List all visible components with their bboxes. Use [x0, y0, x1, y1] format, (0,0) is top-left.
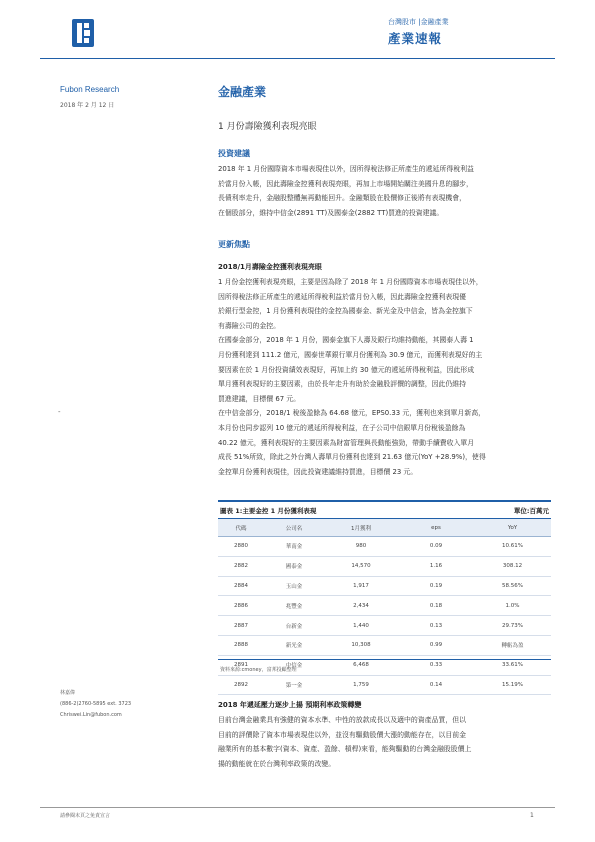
table-header-row [218, 519, 551, 537]
table-cell: 1.16 [398, 556, 474, 576]
text-line: 金控單月份獲利表現佳，因此投資建議維持買進，目標價 23 元。 [218, 467, 418, 476]
table-title: 圖表 1:主要金控 1 月份獲利表現 [220, 507, 317, 515]
table-cell: 58.56% [474, 576, 551, 596]
table-cell: 0.18 [398, 596, 474, 616]
subheading-1: 2018/1月壽險金控獲利表現亮眼 [218, 263, 322, 271]
text-line: 揚的動能就在於台灣利率政策的改變。 [218, 759, 336, 768]
text-line: 在個股部分，維持中信金(2891 TT)及國泰金(2882 TT)買進的投資建議。 [218, 208, 444, 217]
table-cell: 華南金 [264, 537, 324, 557]
table-cell: 29.73% [474, 616, 551, 636]
table-cell: 308.12 [474, 556, 551, 576]
table-cell: 2882 [218, 556, 264, 576]
report-headline: 1 月份壽險獲利表現亮眼 [218, 122, 317, 132]
table-cell: 2886 [218, 596, 264, 616]
text-line: 成長 51%所致，除此之外台灣人壽單月份獲利也達到 21.63 億元(YoY +28.9%)，使得 [218, 453, 486, 462]
table-cell: 中信金 [264, 655, 324, 675]
table-cell: 2887 [218, 616, 264, 636]
table-cell: 玉山金 [264, 576, 324, 596]
table-cell: 轉虧為盈 [474, 635, 551, 655]
table-source: 資料來源:cmoney，富邦投顧整理 [220, 667, 297, 673]
body-paragraph-1 [218, 275, 550, 479]
table-cell: 14,570 [324, 556, 398, 576]
analyst-email-text[interactable]: Chriswei.Lin@fubon.com [60, 712, 122, 718]
text-line: 目前的評價除了資本市場表現佳以外，並沒有驅動股價大漲的動能存在，以目前金 [218, 730, 467, 739]
table-row [218, 675, 551, 695]
text-line: 目前台灣金融業具有強健的資本水準、中性的放款成長以及適中的資產品質，但以 [218, 716, 467, 724]
text-line: 2018 年 1 月份國際資本市場表現佳以外，因所得稅法修正所產生的遞延所得稅利益 [218, 165, 474, 173]
table-cell: 2880 [218, 537, 264, 557]
table-row [218, 537, 551, 557]
table-cell: 15.19% [474, 675, 551, 695]
text-line: 在中信金部分，2018/1 稅後盈餘為 64.68 億元，EPS0.33 元，獲利也來到單月新高， [218, 409, 485, 418]
sidebar-dash: - [58, 408, 61, 416]
column-header: 公司名 [264, 519, 324, 537]
table-cell: 0.09 [398, 537, 474, 557]
table-cell: 第一金 [264, 675, 324, 695]
table-bottom-rule [218, 659, 551, 660]
column-header: YoY [474, 519, 551, 537]
industry-title: 金融產業 [218, 85, 267, 99]
text-line: 月份獲利達到 111.2 億元，國泰世華銀行單月份獲利為 30.9 億元，而獲利表現好的主 [218, 350, 483, 359]
table-cell: 兆豐金 [264, 596, 324, 616]
text-line: 1 月份金控獲利表現亮眼，主要是因為除了 2018 年 1 月份國際資本市場表現佳以外， [218, 278, 483, 286]
table-cell: 2892 [218, 675, 264, 695]
text-line: 買進建議，目標價 67 元。 [218, 394, 301, 403]
table-cell: 6,468 [324, 655, 398, 675]
table-cell: 1.0% [474, 596, 551, 616]
invest-section-title: 投資建議 [218, 149, 250, 158]
table-cell: 國泰金 [264, 556, 324, 576]
analyst-email[interactable] [60, 712, 122, 718]
table-cell: 0.14 [398, 675, 474, 695]
column-header: 1月獲利 [324, 519, 398, 537]
table-row [218, 556, 551, 576]
text-line: 融業所有的基本數字(資本、資產、盈餘、槓桿)來看，能夠驅動的台灣金融股股價上 [218, 745, 472, 754]
column-header: eps [398, 519, 474, 537]
update-section-title: 更新焦點 [218, 240, 250, 249]
table-row [218, 616, 551, 636]
text-line: 有壽險公司的金控。 [218, 321, 281, 330]
column-header: 代碼 [218, 519, 264, 537]
table-cell: 33.61% [474, 655, 551, 675]
subheading-2: 2018 年遞延壓力逐步上揚 預期利率政策轉變 [218, 701, 362, 709]
table-row [218, 596, 551, 616]
table-cell: 1,759 [324, 675, 398, 695]
text-line: 因所得稅法修正所產生的遞延所得稅利益於當月份入帳，因此壽險金控獲利表現優 [218, 292, 467, 301]
invest-paragraph [218, 162, 550, 220]
brand-name: Fubon Research [60, 85, 120, 94]
text-line: 於銀行型金控，1 月份獲利表現佳的金控為國泰金、新光金及中信金，皆為金控旗下 [218, 307, 473, 316]
report-date: 2018 年 2 月 12 日 [60, 102, 115, 109]
table-row [218, 635, 551, 655]
text-line: 要因素在於 1 月份投資績效表現好，再加上約 30 億元的遞延所得稅利益，因此形成 [218, 365, 475, 374]
table-cell: 2888 [218, 635, 264, 655]
text-line: 單月獲利表現好的主要因素，由於長年走升有助於金融股評價的調整，因此仍維持 [218, 380, 467, 389]
text-line: 於當月份入帳，因此壽險金控獲利表現亮眼，再加上市場開始關注美國升息的腳步， [218, 179, 473, 188]
text-line: 本月份也同步認列 10 億元的遞延所得稅利益，在子公司中信銀單月份稅後盈餘為 [218, 423, 466, 432]
header-title: 產業速報 [388, 31, 443, 46]
table-unit: 單位:百萬元 [513, 507, 549, 515]
table-cell: 980 [324, 537, 398, 557]
table-cell: 0.13 [398, 616, 474, 636]
header-category: 台灣股市 |金融產業 [388, 18, 449, 26]
table-cell: 0.33 [398, 655, 474, 675]
analyst-phone: (886-2)2760-5895 ext. 3723 [60, 701, 132, 707]
table-cell: 新光金 [264, 635, 324, 655]
analyst-name: 林嘉偉 [60, 690, 76, 696]
table-cell: 0.99 [398, 635, 474, 655]
table-cell: 2891 [218, 655, 264, 675]
text-line: 長債利率走升，金融股整體無再動能回升。金融類股在股價修正後將有表現機會， [218, 194, 467, 203]
table-cell: 2,434 [324, 596, 398, 616]
table-cell: 10,308 [324, 635, 398, 655]
table-cell: 1,440 [324, 616, 398, 636]
footer-divider [40, 807, 555, 808]
page-number: 1 [530, 812, 534, 819]
text-line: 在國泰金部分，2018 年 1 月份，國泰金旗下人壽及銀行均維持動能，其國泰人壽 1 [218, 336, 474, 345]
table-cell: 10.61% [474, 537, 551, 557]
footer-disclaimer: 請參閱末頁之免責宣言 [60, 813, 111, 819]
table-top-rule [218, 500, 551, 502]
body-paragraph-2 [218, 713, 550, 771]
text-line: 40.22 億元，獲利表現好的主要因素為財富管理與長動能強勁，帶動手續費收入單月 [218, 438, 475, 447]
table-cell: 1,917 [324, 576, 398, 596]
fubon-logo-icon [70, 17, 96, 49]
table-cell: 台新金 [264, 616, 324, 636]
table-cell: 2884 [218, 576, 264, 596]
table-cell: 0.19 [398, 576, 474, 596]
table-row [218, 576, 551, 596]
header-divider [40, 58, 555, 59]
